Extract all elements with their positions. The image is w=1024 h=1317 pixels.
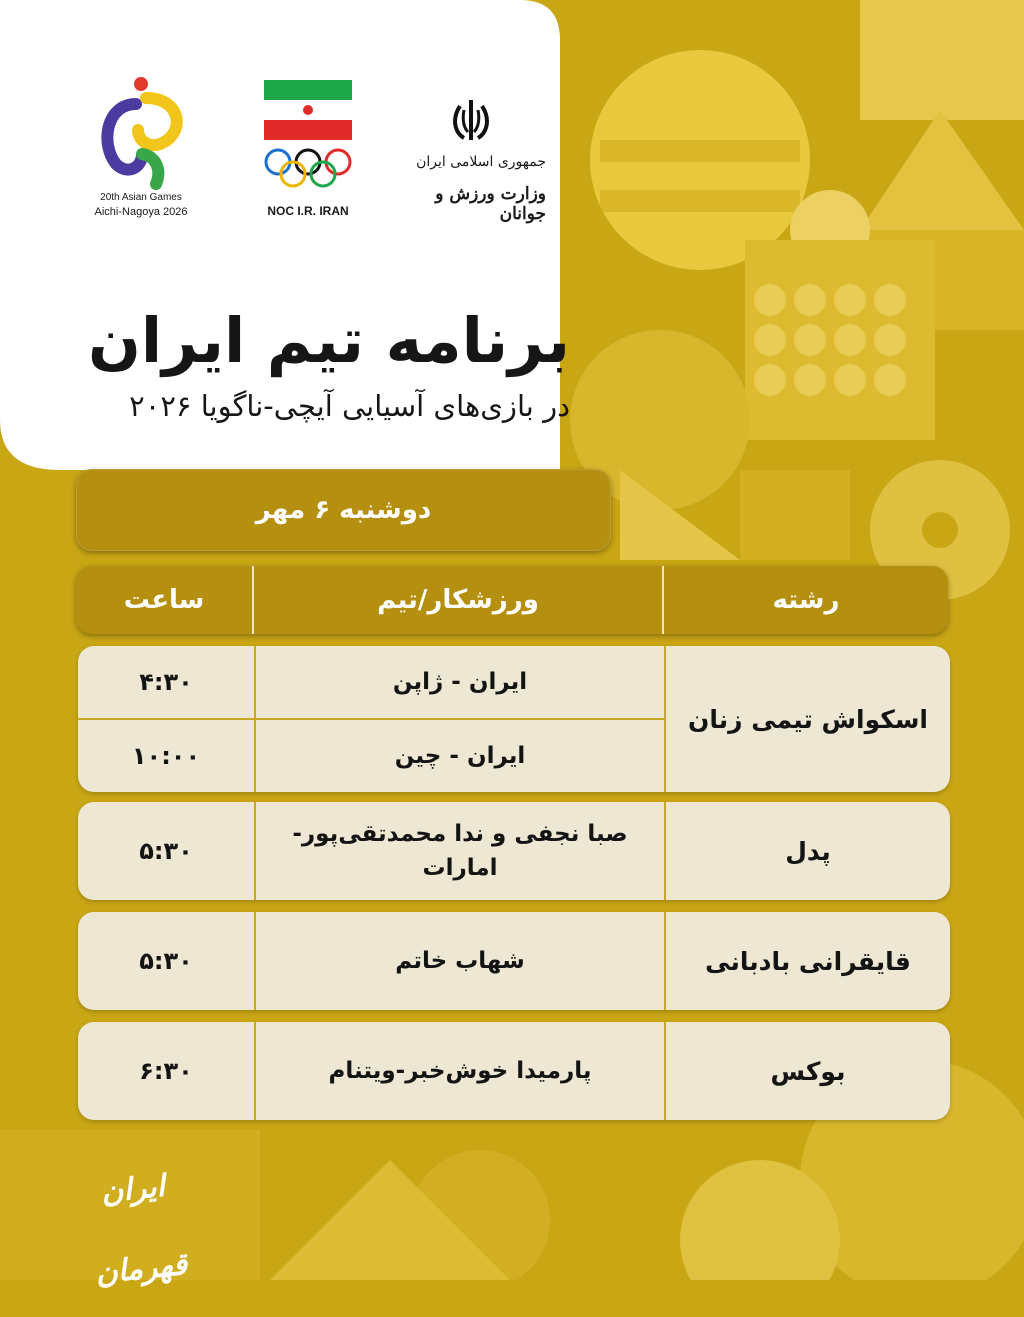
time-cell: ۱۰:۰۰: [131, 742, 201, 770]
asian-games-logo: [86, 74, 196, 224]
athlete-cell: شهاب خاتم: [395, 948, 525, 974]
athlete-cell: پارمیدا خوش‌خبر-ویتنام: [328, 1058, 592, 1084]
time-cell: ۵:۳۰: [139, 947, 193, 975]
date-banner: دوشنبه ۶ مهر: [76, 469, 611, 551]
table-row-boxing: [78, 1022, 950, 1120]
header-time: ساعت: [123, 585, 205, 615]
column-divider: [254, 912, 256, 1010]
asian-games-line2: Aichi-Nagoya 2026: [94, 206, 188, 218]
iran-flag-icon: [262, 80, 354, 140]
olympic-rings-icon: [262, 146, 354, 190]
time-cell: ۴:۳۰: [139, 668, 193, 696]
asian-games-emblem-icon: [86, 74, 196, 192]
ministry-line1: جمهوری اسلامی ایران: [416, 154, 546, 170]
page-subtitle: در بازی‌های آسیایی آیچی-ناگویا ۲۰۲۶: [129, 389, 570, 423]
ministry-logo: [396, 96, 546, 224]
athlete-line2: امارات: [422, 855, 498, 881]
time-cell: ۶:۳۰: [139, 1057, 193, 1085]
sport-cell: قایقرانی بادبانی: [705, 946, 911, 976]
athlete-line1: صبا نجفی و ندا محمدتقی‌پور-: [292, 821, 628, 847]
asian-games-line1: 20th Asian Games: [100, 192, 182, 203]
sport-cell: بوکس: [770, 1056, 846, 1086]
time-cell: ۵:۳۰: [139, 837, 193, 865]
ministry-line2: وزارت ورزش و جوانان: [435, 184, 546, 224]
noc-iran-logo: [262, 80, 354, 220]
athlete-cell: [256, 802, 664, 900]
sport-cell: پدل: [785, 836, 831, 866]
table-row-squash: [78, 646, 950, 792]
column-divider: [254, 1022, 256, 1120]
table-header: [76, 566, 948, 634]
sport-cell: اسکواش تیمی زنان: [688, 704, 928, 734]
header-sport: رشته: [772, 585, 840, 615]
page-title: برنامه تیم ایران: [87, 304, 570, 377]
header-athlete: ورزشکار/تیم: [377, 585, 539, 615]
column-divider: [254, 802, 256, 900]
iran-emblem-icon: [446, 96, 496, 146]
table-row-padel: [78, 802, 950, 900]
table-row-sailing: [78, 912, 950, 1010]
athlete-cell: ایران - ژاپن: [392, 669, 528, 695]
noc-label: NOC I.R. IRAN: [267, 204, 349, 218]
athlete-cell: ایران - چین: [394, 743, 526, 769]
column-divider: [254, 646, 256, 792]
brand-logo: ایران قهرمان: [93, 1168, 189, 1292]
